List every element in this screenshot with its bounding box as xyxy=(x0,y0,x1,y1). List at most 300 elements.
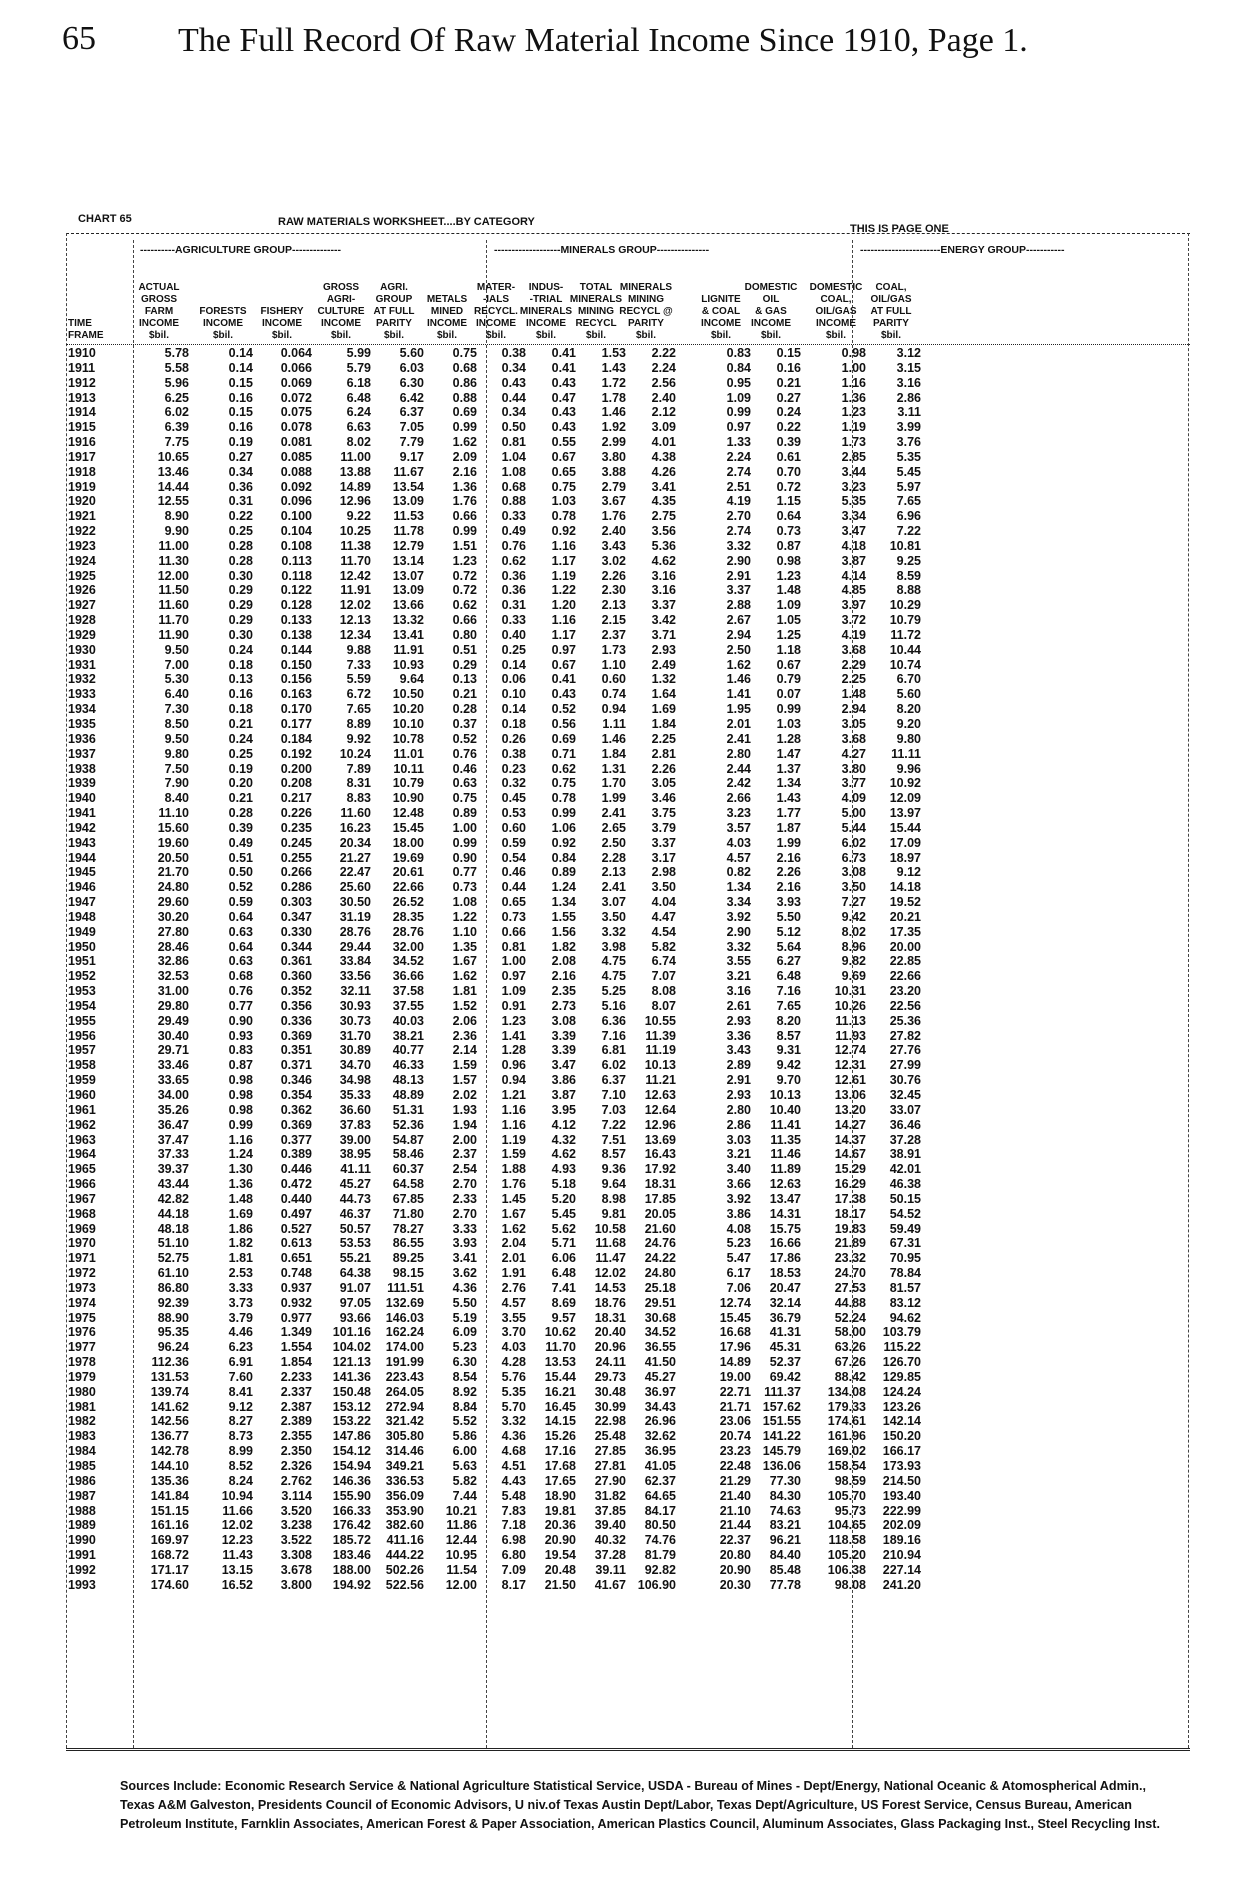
cell-agri-group-parity: 7.79 xyxy=(399,435,424,450)
cell-industrial-minerals: 1.03 xyxy=(551,494,576,509)
cell-minerals-parity: 8.07 xyxy=(651,998,676,1013)
cell-forests-income: 12.02 xyxy=(221,1518,253,1533)
cell-forests-income: 0.20 xyxy=(228,776,253,791)
cell-oil-gas: 77.30 xyxy=(769,1473,801,1488)
cell-total-minerals: 9.64 xyxy=(601,1177,626,1192)
cell-forests-income: 0.34 xyxy=(228,464,253,479)
cell-farm-income: 11.70 xyxy=(158,613,189,628)
cell-agri-group-parity: 19.69 xyxy=(392,850,424,865)
cell-fishery-income: 0.360 xyxy=(280,969,312,984)
cell-coal-oil-gas-parity: 54.52 xyxy=(889,1206,921,1221)
table-row xyxy=(66,1192,1176,1206)
cell-time-frame: 1923 xyxy=(68,538,96,553)
bottom-rule xyxy=(66,1748,1190,1751)
cell-coal-oil-gas-parity: 22.66 xyxy=(889,969,921,984)
cell-coal-oil-gas: 88.42 xyxy=(834,1369,866,1384)
cell-coal-oil-gas-parity: 70.95 xyxy=(889,1251,921,1266)
cell-lignite-coal: 22.37 xyxy=(719,1533,751,1548)
cell-fishery-income: 0.361 xyxy=(280,954,312,969)
cell-materials-recycled: 4.28 xyxy=(501,1355,526,1370)
cell-industrial-minerals: 1.34 xyxy=(551,895,576,910)
cell-time-frame: 1954 xyxy=(68,998,96,1013)
cell-farm-income: 37.33 xyxy=(157,1147,189,1162)
cell-forests-income: 6.23 xyxy=(228,1340,253,1355)
cell-fishery-income: 2.387 xyxy=(280,1399,312,1414)
cell-coal-oil-gas: 3.72 xyxy=(841,613,866,628)
cell-metals-mined: 12.44 xyxy=(445,1533,477,1548)
cell-farm-income: 88.90 xyxy=(157,1310,189,1325)
table-row xyxy=(66,880,1176,894)
cell-oil-gas: 85.48 xyxy=(769,1562,801,1577)
cell-time-frame: 1951 xyxy=(68,954,96,969)
cell-coal-oil-gas: 106.38 xyxy=(827,1562,866,1577)
cell-industrial-minerals: 0.52 xyxy=(551,702,576,717)
cell-fishery-income: 3.114 xyxy=(281,1488,312,1503)
cell-agri-group-parity: 38.21 xyxy=(392,1028,424,1043)
cell-forests-income: 0.30 xyxy=(228,627,253,642)
table-row xyxy=(66,1400,1176,1414)
cell-coal-oil-gas: 3.77 xyxy=(841,776,866,791)
cell-coal-oil-gas-parity: 7.65 xyxy=(896,494,921,509)
cell-time-frame: 1987 xyxy=(68,1488,96,1503)
cell-farm-income: 27.80 xyxy=(157,924,189,939)
table-row xyxy=(66,1058,1176,1072)
cell-industrial-minerals: 0.43 xyxy=(551,405,576,420)
table-row xyxy=(66,1311,1176,1325)
cell-oil-gas: 45.31 xyxy=(769,1340,801,1355)
table-row xyxy=(66,747,1176,761)
cell-coal-oil-gas: 18.17 xyxy=(834,1206,866,1221)
column-header-coal-oil-gas: DOMESTIC COAL, OIL/GAS INCOME $bil. xyxy=(809,282,863,341)
cell-agri-group-parity: 13.41 xyxy=(392,627,424,642)
cell-lignite-coal: 2.93 xyxy=(726,1013,751,1028)
cell-coal-oil-gas-parity: 38.91 xyxy=(889,1147,921,1162)
cell-metals-mined: 0.75 xyxy=(452,346,477,360)
cell-fishery-income: 0.351 xyxy=(280,1043,312,1058)
cell-metals-mined: 8.92 xyxy=(452,1384,477,1399)
cell-coal-oil-gas: 3.97 xyxy=(841,598,866,613)
cell-gross-agriculture-income: 8.02 xyxy=(346,435,371,450)
cell-forests-income: 0.93 xyxy=(228,1028,253,1043)
cell-agri-group-parity: 5.60 xyxy=(399,346,424,360)
cell-time-frame: 1910 xyxy=(68,346,96,360)
cell-gross-agriculture-income: 20.34 xyxy=(339,835,371,850)
cell-gross-agriculture-income: 141.36 xyxy=(332,1369,371,1384)
cell-industrial-minerals: 0.75 xyxy=(551,479,576,494)
cell-coal-oil-gas-parity: 241.20 xyxy=(882,1577,921,1592)
cell-farm-income: 32.53 xyxy=(157,969,189,984)
cell-lignite-coal: 2.74 xyxy=(726,524,751,539)
cell-metals-mined: 0.62 xyxy=(452,598,477,613)
cell-total-minerals: 18.76 xyxy=(594,1295,626,1310)
cell-agri-group-parity: 37.58 xyxy=(392,984,424,999)
cell-lignite-coal: 14.89 xyxy=(719,1355,751,1370)
cell-minerals-parity: 3.42 xyxy=(651,613,676,628)
cell-time-frame: 1976 xyxy=(68,1325,96,1340)
cell-total-minerals: 1.46 xyxy=(601,405,626,420)
cell-oil-gas: 0.87 xyxy=(776,538,801,553)
cell-gross-agriculture-income: 6.63 xyxy=(346,420,371,435)
cell-coal-oil-gas-parity: 17.35 xyxy=(889,924,921,939)
cell-minerals-parity: 1.84 xyxy=(651,717,676,731)
cell-agri-group-parity: 32.00 xyxy=(392,939,424,954)
cell-coal-oil-gas: 12.61 xyxy=(834,1073,866,1088)
cell-industrial-minerals: 0.41 xyxy=(551,346,576,360)
column-header-forests-income: FORESTS INCOME $bil. xyxy=(199,306,247,341)
cell-agri-group-parity: 321.42 xyxy=(385,1414,424,1429)
cell-industrial-minerals: 4.93 xyxy=(551,1162,576,1177)
cell-industrial-minerals: 0.43 xyxy=(551,420,576,435)
cell-lignite-coal: 2.90 xyxy=(726,924,751,939)
cell-coal-oil-gas: 158.54 xyxy=(827,1459,866,1473)
cell-total-minerals: 4.75 xyxy=(601,954,626,969)
page-title: The Full Record Of Raw Material Income Since 1910, Page 1. xyxy=(178,22,1028,59)
cell-fishery-income: 0.138 xyxy=(280,627,312,642)
cell-lignite-coal: 2.24 xyxy=(726,449,751,464)
cell-agri-group-parity: 162.24 xyxy=(385,1325,424,1340)
cell-fishery-income: 0.184 xyxy=(280,731,312,746)
cell-coal-oil-gas: 27.53 xyxy=(834,1280,866,1295)
cell-time-frame: 1939 xyxy=(68,776,96,791)
cell-minerals-parity: 2.49 xyxy=(651,657,676,672)
cell-farm-income: 9.50 xyxy=(164,642,189,657)
column-header-time-frame: TIME FRAME xyxy=(68,318,104,341)
cell-fishery-income: 0.128 xyxy=(280,598,312,613)
cell-forests-income: 1.81 xyxy=(228,1251,253,1266)
cell-lignite-coal: 21.40 xyxy=(719,1488,751,1503)
cell-gross-agriculture-income: 121.13 xyxy=(332,1355,371,1370)
cell-farm-income: 8.50 xyxy=(164,717,189,731)
cell-total-minerals: 7.10 xyxy=(601,1088,626,1102)
cell-time-frame: 1931 xyxy=(68,657,96,672)
cell-coal-oil-gas: 8.02 xyxy=(841,924,866,939)
column-header-materials-recycled: MATER- -IALS RECYCL. INCOME $bil. xyxy=(474,282,518,341)
cell-gross-agriculture-income: 45.27 xyxy=(339,1177,371,1192)
cell-time-frame: 1992 xyxy=(68,1562,96,1577)
table-row xyxy=(66,583,1176,597)
cell-forests-income: 0.29 xyxy=(228,613,253,628)
cell-metals-mined: 3.33 xyxy=(452,1221,477,1236)
cell-lignite-coal: 21.44 xyxy=(719,1518,751,1533)
cell-total-minerals: 3.67 xyxy=(601,494,626,509)
cell-total-minerals: 27.90 xyxy=(594,1473,626,1488)
cell-gross-agriculture-income: 35.33 xyxy=(339,1088,371,1102)
cell-materials-recycled: 2.04 xyxy=(501,1236,526,1251)
cell-farm-income: 7.90 xyxy=(164,776,189,791)
cell-fishery-income: 0.255 xyxy=(280,850,312,865)
cell-gross-agriculture-income: 5.79 xyxy=(346,360,371,375)
cell-coal-oil-gas: 17.38 xyxy=(834,1191,866,1206)
cell-time-frame: 1968 xyxy=(68,1206,96,1221)
table-row xyxy=(66,1251,1176,1265)
cell-agri-group-parity: 26.52 xyxy=(392,895,424,910)
cell-lignite-coal: 2.80 xyxy=(726,1102,751,1117)
cell-industrial-minerals: 4.12 xyxy=(551,1117,576,1132)
cell-farm-income: 30.20 xyxy=(157,909,189,924)
table-row xyxy=(66,465,1176,479)
cell-lignite-coal: 3.57 xyxy=(726,820,751,835)
cell-coal-oil-gas: 5.44 xyxy=(841,820,866,835)
cell-metals-mined: 2.14 xyxy=(452,1043,477,1058)
cell-industrial-minerals: 17.68 xyxy=(544,1459,576,1473)
table-row xyxy=(66,895,1176,909)
cell-farm-income: 9.80 xyxy=(164,746,189,761)
cell-farm-income: 12.00 xyxy=(157,568,189,583)
cell-gross-agriculture-income: 153.22 xyxy=(332,1414,371,1429)
cell-materials-recycled: 4.03 xyxy=(501,1340,526,1355)
cell-coal-oil-gas-parity: 10.92 xyxy=(889,776,921,791)
cell-time-frame: 1918 xyxy=(68,464,96,479)
table-row xyxy=(66,1325,1176,1339)
column-header-fishery-income: FISHERY INCOME $bil. xyxy=(260,306,304,341)
cell-coal-oil-gas-parity: 23.20 xyxy=(889,984,921,999)
cell-minerals-parity: 2.93 xyxy=(651,642,676,657)
cell-materials-recycled: 1.45 xyxy=(501,1191,526,1206)
table-row xyxy=(66,984,1176,998)
cell-oil-gas: 145.79 xyxy=(762,1444,801,1459)
cell-coal-oil-gas: 1.36 xyxy=(841,390,866,405)
cell-metals-mined: 4.36 xyxy=(452,1280,477,1295)
cell-gross-agriculture-income: 93.66 xyxy=(339,1310,371,1325)
table-row xyxy=(66,1103,1176,1117)
cell-agri-group-parity: 382.60 xyxy=(385,1518,424,1533)
cell-industrial-minerals: 0.84 xyxy=(551,850,576,865)
cell-coal-oil-gas-parity: 59.49 xyxy=(889,1221,921,1236)
cell-oil-gas: 2.26 xyxy=(776,865,801,880)
cell-industrial-minerals: 16.45 xyxy=(544,1399,576,1414)
right-border xyxy=(1188,233,1189,1748)
cell-forests-income: 3.33 xyxy=(228,1280,253,1295)
cell-gross-agriculture-income: 5.59 xyxy=(346,672,371,687)
cell-lignite-coal: 0.84 xyxy=(726,360,751,375)
cell-coal-oil-gas: 1.23 xyxy=(841,405,866,420)
cell-fishery-income: 0.104 xyxy=(280,524,312,539)
cell-oil-gas: 20.47 xyxy=(769,1280,801,1295)
cell-agri-group-parity: 37.55 xyxy=(392,998,424,1013)
cell-gross-agriculture-income: 101.16 xyxy=(332,1325,371,1340)
cell-fishery-income: 0.208 xyxy=(280,776,312,791)
table-row xyxy=(66,925,1176,939)
cell-gross-agriculture-income: 12.42 xyxy=(339,568,371,583)
table-row xyxy=(66,1429,1176,1443)
table-row xyxy=(66,1355,1176,1369)
cell-materials-recycled: 1.23 xyxy=(501,1013,526,1028)
table-row xyxy=(66,940,1176,954)
cell-coal-oil-gas-parity: 27.76 xyxy=(889,1043,921,1058)
cell-minerals-parity: 11.21 xyxy=(645,1073,676,1088)
cell-materials-recycled: 0.53 xyxy=(501,806,526,821)
cell-forests-income: 10.94 xyxy=(221,1488,253,1503)
cell-gross-agriculture-income: 50.57 xyxy=(339,1221,371,1236)
cell-time-frame: 1963 xyxy=(68,1132,96,1147)
cell-minerals-parity: 25.18 xyxy=(644,1280,676,1295)
cell-fishery-income: 2.326 xyxy=(280,1459,312,1473)
cell-agri-group-parity: 6.42 xyxy=(399,390,424,405)
cell-minerals-parity: 3.46 xyxy=(651,791,676,806)
minerals-group-header: -------------------MINERALS GROUP--------------- xyxy=(494,244,710,256)
cell-coal-oil-gas: 52.24 xyxy=(834,1310,866,1325)
cell-forests-income: 0.14 xyxy=(228,346,253,360)
table-row xyxy=(66,1518,1176,1532)
cell-industrial-minerals: 11.70 xyxy=(545,1340,576,1355)
table-row xyxy=(66,672,1176,686)
table-row xyxy=(66,643,1176,657)
cell-industrial-minerals: 3.39 xyxy=(551,1028,576,1043)
cell-fishery-income: 0.133 xyxy=(280,613,312,628)
cell-fishery-income: 0.150 xyxy=(280,657,312,672)
cell-time-frame: 1983 xyxy=(68,1429,96,1444)
cell-minerals-parity: 29.51 xyxy=(644,1295,676,1310)
cell-metals-mined: 0.90 xyxy=(452,850,477,865)
table-row xyxy=(66,1266,1176,1280)
cell-fishery-income: 0.235 xyxy=(280,820,312,835)
cell-fishery-income: 0.286 xyxy=(280,880,312,895)
cell-materials-recycled: 1.21 xyxy=(501,1088,526,1102)
cell-oil-gas: 6.48 xyxy=(776,969,801,984)
cell-metals-mined: 1.62 xyxy=(452,969,477,984)
table-row xyxy=(66,554,1176,568)
cell-metals-mined: 0.37 xyxy=(452,717,477,731)
cell-lignite-coal: 4.19 xyxy=(726,494,751,509)
cell-forests-income: 6.91 xyxy=(228,1355,253,1370)
cell-materials-recycled: 0.88 xyxy=(501,494,526,509)
cell-oil-gas: 36.79 xyxy=(769,1310,801,1325)
cell-total-minerals: 2.30 xyxy=(601,583,626,598)
cell-total-minerals: 30.48 xyxy=(594,1384,626,1399)
cell-metals-mined: 2.37 xyxy=(452,1147,477,1162)
cell-farm-income: 11.10 xyxy=(158,806,189,821)
cell-forests-income: 8.27 xyxy=(228,1414,253,1429)
cell-coal-oil-gas: 6.73 xyxy=(841,850,866,865)
cell-gross-agriculture-income: 176.42 xyxy=(332,1518,371,1533)
table-row xyxy=(66,450,1176,464)
cell-coal-oil-gas-parity: 7.22 xyxy=(896,524,921,539)
cell-farm-income: 135.36 xyxy=(150,1473,189,1488)
cell-metals-mined: 1.94 xyxy=(452,1117,477,1132)
cell-industrial-minerals: 3.95 xyxy=(551,1102,576,1117)
cell-total-minerals: 30.99 xyxy=(594,1399,626,1414)
cell-gross-agriculture-income: 155.90 xyxy=(332,1488,371,1503)
cell-forests-income: 4.46 xyxy=(228,1325,253,1340)
cell-oil-gas: 1.15 xyxy=(776,494,801,509)
cell-fishery-income: 0.081 xyxy=(280,435,312,450)
cell-coal-oil-gas-parity: 10.81 xyxy=(889,538,921,553)
cell-fishery-income: 0.352 xyxy=(280,984,312,999)
cell-farm-income: 9.50 xyxy=(164,731,189,746)
cell-fishery-income: 3.238 xyxy=(280,1518,312,1533)
cell-minerals-parity: 3.37 xyxy=(651,598,676,613)
cell-metals-mined: 2.70 xyxy=(452,1206,477,1221)
cell-total-minerals: 24.11 xyxy=(595,1355,626,1370)
cell-materials-recycled: 5.35 xyxy=(501,1384,526,1399)
cell-farm-income: 7.00 xyxy=(164,657,189,672)
cell-gross-agriculture-income: 30.93 xyxy=(339,998,371,1013)
cell-gross-agriculture-income: 10.24 xyxy=(339,746,371,761)
cell-gross-agriculture-income: 183.46 xyxy=(332,1548,371,1563)
cell-coal-oil-gas: 118.58 xyxy=(828,1533,866,1548)
cell-oil-gas: 7.65 xyxy=(776,998,801,1013)
cell-materials-recycled: 0.23 xyxy=(501,761,526,776)
cell-fishery-income: 0.108 xyxy=(280,538,312,553)
cell-total-minerals: 37.28 xyxy=(594,1548,626,1563)
table-row xyxy=(66,1533,1176,1547)
cell-coal-oil-gas-parity: 17.09 xyxy=(889,835,921,850)
cell-fishery-income: 0.977 xyxy=(280,1310,312,1325)
cell-lignite-coal: 2.94 xyxy=(726,627,751,642)
cell-lignite-coal: 3.34 xyxy=(726,895,751,910)
cell-fishery-income: 0.170 xyxy=(280,702,312,717)
cell-agri-group-parity: 13.09 xyxy=(392,583,424,598)
cell-time-frame: 1979 xyxy=(68,1369,96,1384)
cell-farm-income: 24.80 xyxy=(157,880,189,895)
cell-lignite-coal: 1.41 xyxy=(726,687,751,702)
cell-coal-oil-gas: 44.88 xyxy=(834,1295,866,1310)
cell-metals-mined: 2.70 xyxy=(452,1177,477,1192)
cell-forests-income: 0.63 xyxy=(228,924,253,939)
cell-total-minerals: 39.11 xyxy=(595,1562,626,1577)
cell-industrial-minerals: 3.87 xyxy=(551,1088,576,1102)
cell-forests-income: 0.64 xyxy=(228,939,253,954)
cell-oil-gas: 9.31 xyxy=(776,1043,801,1058)
cell-agri-group-parity: 11.67 xyxy=(393,464,424,479)
cell-forests-income: 0.64 xyxy=(228,909,253,924)
cell-minerals-parity: 30.68 xyxy=(644,1310,676,1325)
cell-fishery-income: 0.344 xyxy=(280,939,312,954)
cell-total-minerals: 2.28 xyxy=(601,850,626,865)
table-row xyxy=(66,405,1176,419)
cell-fishery-income: 0.527 xyxy=(280,1221,312,1236)
cell-farm-income: 6.25 xyxy=(164,390,189,405)
cell-metals-mined: 0.99 xyxy=(452,835,477,850)
cell-total-minerals: 6.02 xyxy=(601,1058,626,1073)
cell-agri-group-parity: 13.07 xyxy=(392,568,424,583)
cell-fishery-income: 0.354 xyxy=(280,1088,312,1102)
table-row xyxy=(66,1014,1176,1028)
cell-forests-income: 1.48 xyxy=(228,1191,253,1206)
cell-fishery-income: 0.356 xyxy=(280,998,312,1013)
cell-metals-mined: 8.54 xyxy=(452,1369,477,1384)
cell-fishery-income: 0.472 xyxy=(280,1177,312,1192)
cell-agri-group-parity: 98.15 xyxy=(392,1266,424,1281)
cell-fishery-income: 0.066 xyxy=(280,360,312,375)
cell-time-frame: 1916 xyxy=(68,435,96,450)
cell-metals-mined: 5.82 xyxy=(452,1473,477,1488)
cell-farm-income: 96.24 xyxy=(157,1340,189,1355)
cell-metals-mined: 0.73 xyxy=(452,880,477,895)
cell-fishery-income: 0.075 xyxy=(280,405,312,420)
cell-metals-mined: 5.19 xyxy=(452,1310,477,1325)
cell-lignite-coal: 3.32 xyxy=(726,538,751,553)
cell-coal-oil-gas-parity: 103.79 xyxy=(882,1325,921,1340)
cell-coal-oil-gas: 5.00 xyxy=(841,806,866,821)
cell-minerals-parity: 26.96 xyxy=(644,1414,676,1429)
cell-materials-recycled: 4.43 xyxy=(501,1473,526,1488)
cell-industrial-minerals: 0.41 xyxy=(551,672,576,687)
cell-coal-oil-gas-parity: 94.62 xyxy=(889,1310,921,1325)
table-row xyxy=(66,776,1176,790)
cell-metals-mined: 11.86 xyxy=(446,1518,477,1533)
cell-materials-recycled: 6.98 xyxy=(501,1533,526,1548)
cell-coal-oil-gas-parity: 3.11 xyxy=(897,405,921,420)
cell-materials-recycled: 0.62 xyxy=(501,553,526,568)
cell-time-frame: 1984 xyxy=(68,1444,96,1459)
cell-industrial-minerals: 0.78 xyxy=(551,509,576,524)
cell-farm-income: 142.78 xyxy=(150,1444,189,1459)
cell-lignite-coal: 0.97 xyxy=(726,420,751,435)
cell-time-frame: 1964 xyxy=(68,1147,96,1162)
cell-industrial-minerals: 8.69 xyxy=(551,1295,576,1310)
cell-materials-recycled: 7.18 xyxy=(501,1518,526,1533)
